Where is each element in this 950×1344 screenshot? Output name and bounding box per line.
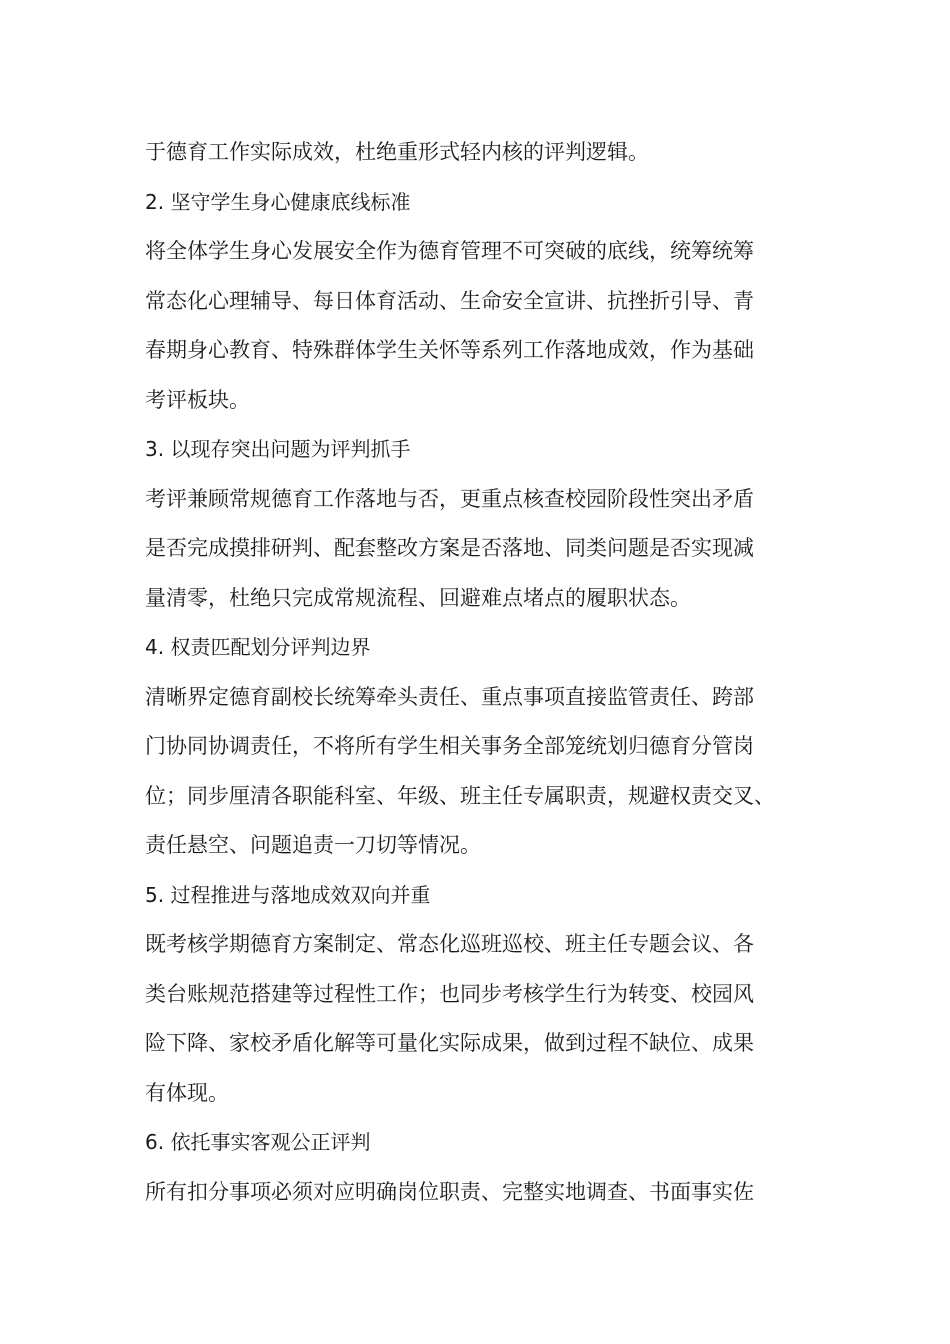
paragraph-line: 春期身心教育、特殊群体学生关怀等系列工作落地成效，作为基础 <box>145 338 754 362</box>
paragraph-line: 考评板块。 <box>145 387 250 412</box>
section-heading-6: 6. 依托事实客观公正评判 <box>145 1130 371 1154</box>
paragraph-line: 位；同步厘清各职能科室、年级、班主任专属职责，规避权责交叉、 <box>145 783 775 808</box>
paragraph-line: 既考核学期德育方案制定、常态化巡班巡校、班主任专题会议、各 <box>145 932 754 956</box>
section-heading-2: 2. 坚守学生身心健康底线标准 <box>145 189 411 214</box>
paragraph-line: 险下降、家校矛盾化解等可量化实际成果，做到过程不缺位、成果 <box>145 1031 754 1055</box>
paragraph-line: 门协同协调责任，不将所有学生相关事务全部笼统划归德育分管岗 <box>145 734 754 758</box>
paragraph-line: 清晰界定德育副校长统筹牵头责任、重点事项直接监管责任、跨部 <box>145 684 754 709</box>
paragraph-line: 常态化心理辅导、每日体育活动、生命安全宣讲、抗挫折引导、青 <box>145 288 754 313</box>
section-heading-5: 5. 过程推进与落地成效双向并重 <box>145 882 431 907</box>
paragraph-line: 量清零，杜绝只完成常规流程、回避难点堵点的履职状态。 <box>145 585 691 610</box>
document-body <box>145 128 825 1217</box>
paragraph-line: 是否完成摸排研判、配套整改方案是否落地、同类问题是否实现减 <box>145 536 754 560</box>
section-heading-4: 4. 权责匹配划分评判边界 <box>145 635 371 659</box>
paragraph-line: 考评兼顾常规德育工作落地与否，更重点核查校园阶段性突出矛盾 <box>145 486 754 511</box>
paragraph-line: 类台账规范搭建等过程性工作；也同步考核学生行为转变、校园风 <box>145 981 754 1006</box>
paragraph-line: 将全体学生身心发展安全作为德育管理不可突破的底线，统筹统筹 <box>145 239 754 263</box>
section-heading-3: 3. 以现存突出问题为评判抓手 <box>145 437 411 461</box>
paragraph-line: 所有扣分事项必须对应明确岗位职责、完整实地调查、书面事实佐 <box>145 1179 754 1204</box>
paragraph-line: 有体现。 <box>145 1080 229 1105</box>
paragraph-line: 责任悬空、问题追责一刀切等情况。 <box>145 833 481 857</box>
paragraph-line: 于德育工作实际成效，杜绝重形式轻内核的评判逻辑。 <box>145 140 649 164</box>
